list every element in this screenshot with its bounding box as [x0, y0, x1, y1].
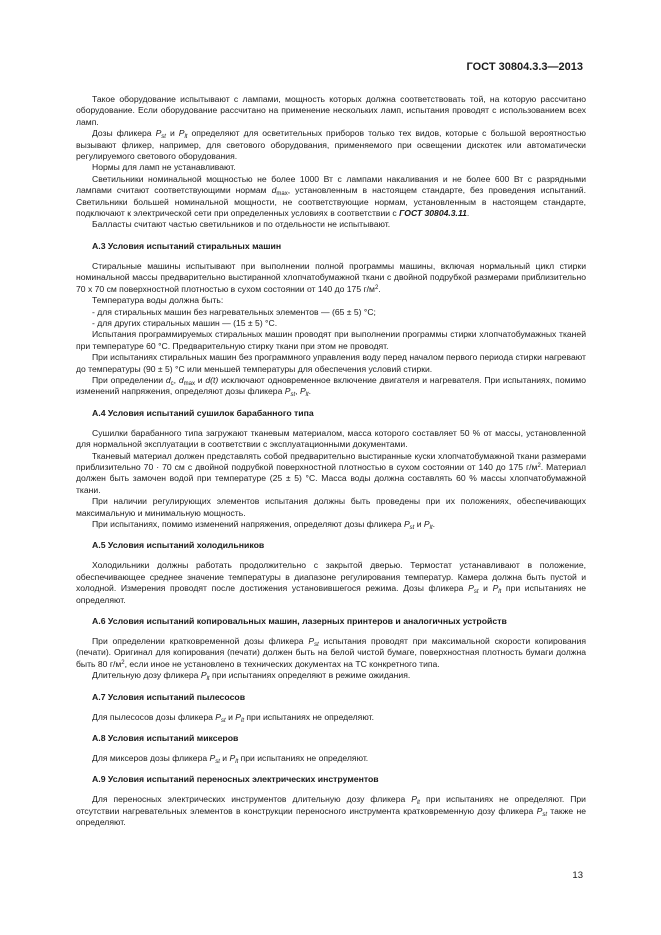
paragraph: Сушилки барабанного типа загружают тканевым материалом, масса которого составляет 50 % от массы, установленной для нормальной эксплуатации в соответствии с эксплуатационными документами. [76, 427, 586, 450]
paragraph: Для миксеров дозы фликера $P_{st}$ и $P_{lt}$ при испытаниях не определяют. [92, 753, 369, 766]
standard-reference: ГОСТ 30804.3.11 [399, 208, 467, 219]
paragraph: Балласты считают частью светильников и по отдельности не испытывают. [92, 219, 391, 230]
section-heading-a7: А.7 Условия испытаний пылесосов [92, 691, 246, 702]
section-heading-a9: А.9 Условия испытаний переносных электрических инструментов [92, 774, 379, 785]
section-heading-a8: А.8 Условия испытаний миксеров [92, 733, 239, 744]
paragraph: При наличии регулирующих элементов испытания должны быть проведены при их положениях, обеспечивающих максимальную и минимальную мощность. [76, 496, 586, 518]
paragraph: При определении кратковременной дозы фликера $P_{st}$ испытания проводят при максимальной скорости копирования (печати). Оригинал для копирования (печати) должен быть на белой чистой бумаге, поверхностная плотность бумаги должна быть 80 $г/м^2$, если иное не установлено в технических документах на ТС конкретного типа. [76, 636, 587, 669]
paragraph: Светильники номинальной мощностью не более 1000 Вт с лампами накаливания и не более 600 Вт с разрядными лампами считают соответствующими нормам $d_{max}$, установленным в настоящем стандарте, без проведения испытаний. Светильники большей номинальной мощности, не соответствующие нормам, установленным в настоящем стандарте, подключают к электрической сети при определенных условиях в соответствии с ГОСТ 30804.3.11. [76, 173, 586, 219]
document-body [76, 94, 586, 829]
list-item: - для других стиральных машин — (15 ± 5) °С. [92, 317, 278, 328]
paragraph: Холодильники должны работать продолжительно с закрытой дверью. Термостат устанавливают в положение, обеспечивающее среднее значение температуры в диапазоне регулирования температур. Камера должна быть пустой и холодной. Измерения проводят после достижения установившегося режима. Дозы фликера $P_{st}$ и $P_{lt}$ при испытаниях не определяют. [76, 560, 587, 605]
section-heading-a3: А.3 Условия испытаний стиральных машин [92, 240, 282, 251]
paragraph: Дозы фликера $P_{st}$ и $P_{lt}$ определяют для осветительных приборов только тех видов, которые с большой вероятностью вызывают фликер, например, для светового оборудования, применяемого при освещении дискотек или автоматически регулируемого светового оборудования. [76, 128, 586, 162]
section-heading-a4: А.4 Условия испытаний сушилок барабанного типа [92, 407, 314, 418]
page-number: 13 [572, 870, 583, 881]
paragraph: Испытания программируемых стиральных машин проводят при выполнении программы стирки хлопчатобумажных тканей при температуре 60 °С. Предварительную стирку ткани при этом не проводят. [76, 329, 586, 351]
paragraph: Температура воды должна быть: [92, 295, 224, 306]
paragraph: Такое оборудование испытывают с лампами, мощность которых должна соответствовать той, на которую рассчитано оборудование. Если оборудование рассчитано на применение нескольких ламп, испытания проводят с использованием всех ламп. [76, 94, 586, 127]
paragraph: Длительную дозу фликера $P_{lt}$ при испытаниях определяют в режиме ожидания. [92, 670, 411, 683]
paragraph: При испытаниях, помимо изменений напряжения, определяют дозы фликера $P_{st}$ и $P_{lt}$. [92, 519, 436, 531]
paragraph: Стиральные машины испытывают при выполнении полной программы машины, включая нормальный цикл стирки номинальной массы предварительно выстиранной хлопчатобумажной ткани с двойной подрубкой размерами приблизительно 70 х 70 см поверхностной плотностью в сухом состоянии от 140 до 175 $г/м^2$. [76, 260, 586, 294]
section-heading-a5: А.5 Условия испытаний холодильников [92, 540, 265, 551]
paragraph: Нормы для ламп не устанавливают. [92, 162, 236, 173]
paragraph: Тканевый материал должен представлять собой предварительно выстиранные куски хлопчатобумажной ткани размерами приблизительно 70 · 70 см с двойной подрубкой поверхностной плотностью в сухом состоянии от 140 до 175 $г/м^2$. Материал должен быть замочен водой при температуре (25 ± 5) °С. Масса воды должна составлять 60 % массы хлопчатобумажной ткани. [76, 450, 587, 495]
section-heading-a6: А.6 Условия испытаний копировальных машин, лазерных принтеров и аналогичных устройств [92, 616, 507, 627]
list-item: - для стиральных машин без нагревательных элементов — (65 ± 5) °С; [92, 306, 376, 317]
paragraph: При испытаниях стиральных машин без программного управления воду перед началом первого периода стирки нагревают до температуры (90 ± 5) °С или меньшей температуры для обеспечения условий стирки. [76, 352, 586, 374]
paragraph: Для переносных электрических инструментов длительную дозу фликера $P_{lt}$ при испытаниях не определяют. При отсутствии нагревательных элементов в конструкции переносного инструмента кратковременную дозу фликера $P_{st}$ также не определяют. [76, 794, 586, 828]
paragraph: Для пылесосов дозы фликера $P_{st}$ и $P_{lt}$ при испытаниях не определяют. [92, 711, 374, 724]
paragraph: При определении $d_c$, $d_{max}$ и d(t) исключают одновременное включение двигателя и нагревателя. При испытаниях, помимо изменений напряжения, определяют дозы фликера $P_{st}$, $P_{lt}$. [76, 374, 586, 399]
page-header-standard: ГОСТ 30804.3.3—2013 [466, 61, 583, 73]
